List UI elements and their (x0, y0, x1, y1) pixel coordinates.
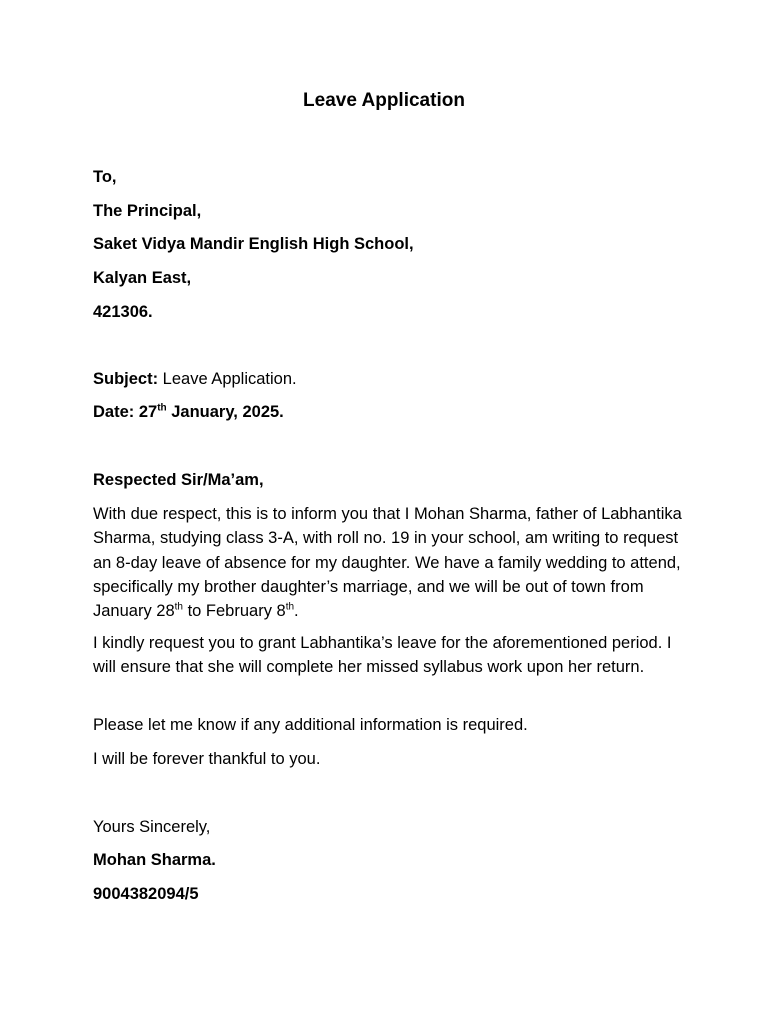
p1-end: . (294, 602, 299, 621)
recipient-pincode: 421306. (93, 303, 153, 321)
subject-line (93, 367, 297, 391)
subject-label: Subject: (93, 370, 159, 388)
document-title: Leave Application (303, 90, 465, 111)
signatory-phone: 9004382094/5 (93, 885, 199, 903)
recipient-locality: Kalyan East, (93, 269, 192, 287)
salutation: Respected Sir/Ma’am, (93, 471, 264, 489)
date-line (93, 400, 284, 424)
date-rest: January, 2025. (166, 403, 284, 421)
date-label: Date: 27 (93, 403, 158, 421)
p1-mid: to February 8 (182, 602, 286, 621)
p1-text: With due respect, this is to inform you that I Mohan Sharma, father of Labhantika Sharma, studying class 3-A, with roll no. 19 in your school, am writing to request an 8-day leave of absence for my daughter. We have a family wedding to attend, specifically my brother daughter’s marriage, and we will be out of town from January 28 (93, 505, 682, 621)
p1-ordinal-2: th (285, 601, 295, 613)
body-paragraph-1 (93, 502, 683, 623)
signatory-name: Mohan Sharma. (93, 851, 216, 869)
subject-value: Leave Application. (158, 370, 297, 388)
body-paragraph-3: Please let me know if any additional information is required. (93, 716, 528, 734)
body-paragraph-4: I will be forever thankful to you. (93, 750, 321, 768)
recipient-school: Saket Vidya Mandir English High School, (93, 235, 414, 253)
recipient-to: To, (93, 168, 117, 186)
p1-ordinal-1: th (174, 601, 183, 613)
recipient-designation: The Principal, (93, 202, 202, 220)
body-paragraph-2: I kindly request you to grant Labhantika’s leave for the aforementioned period. I will ensure that she will complete her missed syllabus work upon her return. (93, 634, 672, 677)
date-ordinal: th (157, 402, 167, 414)
valediction: Yours Sincerely, (93, 818, 211, 836)
